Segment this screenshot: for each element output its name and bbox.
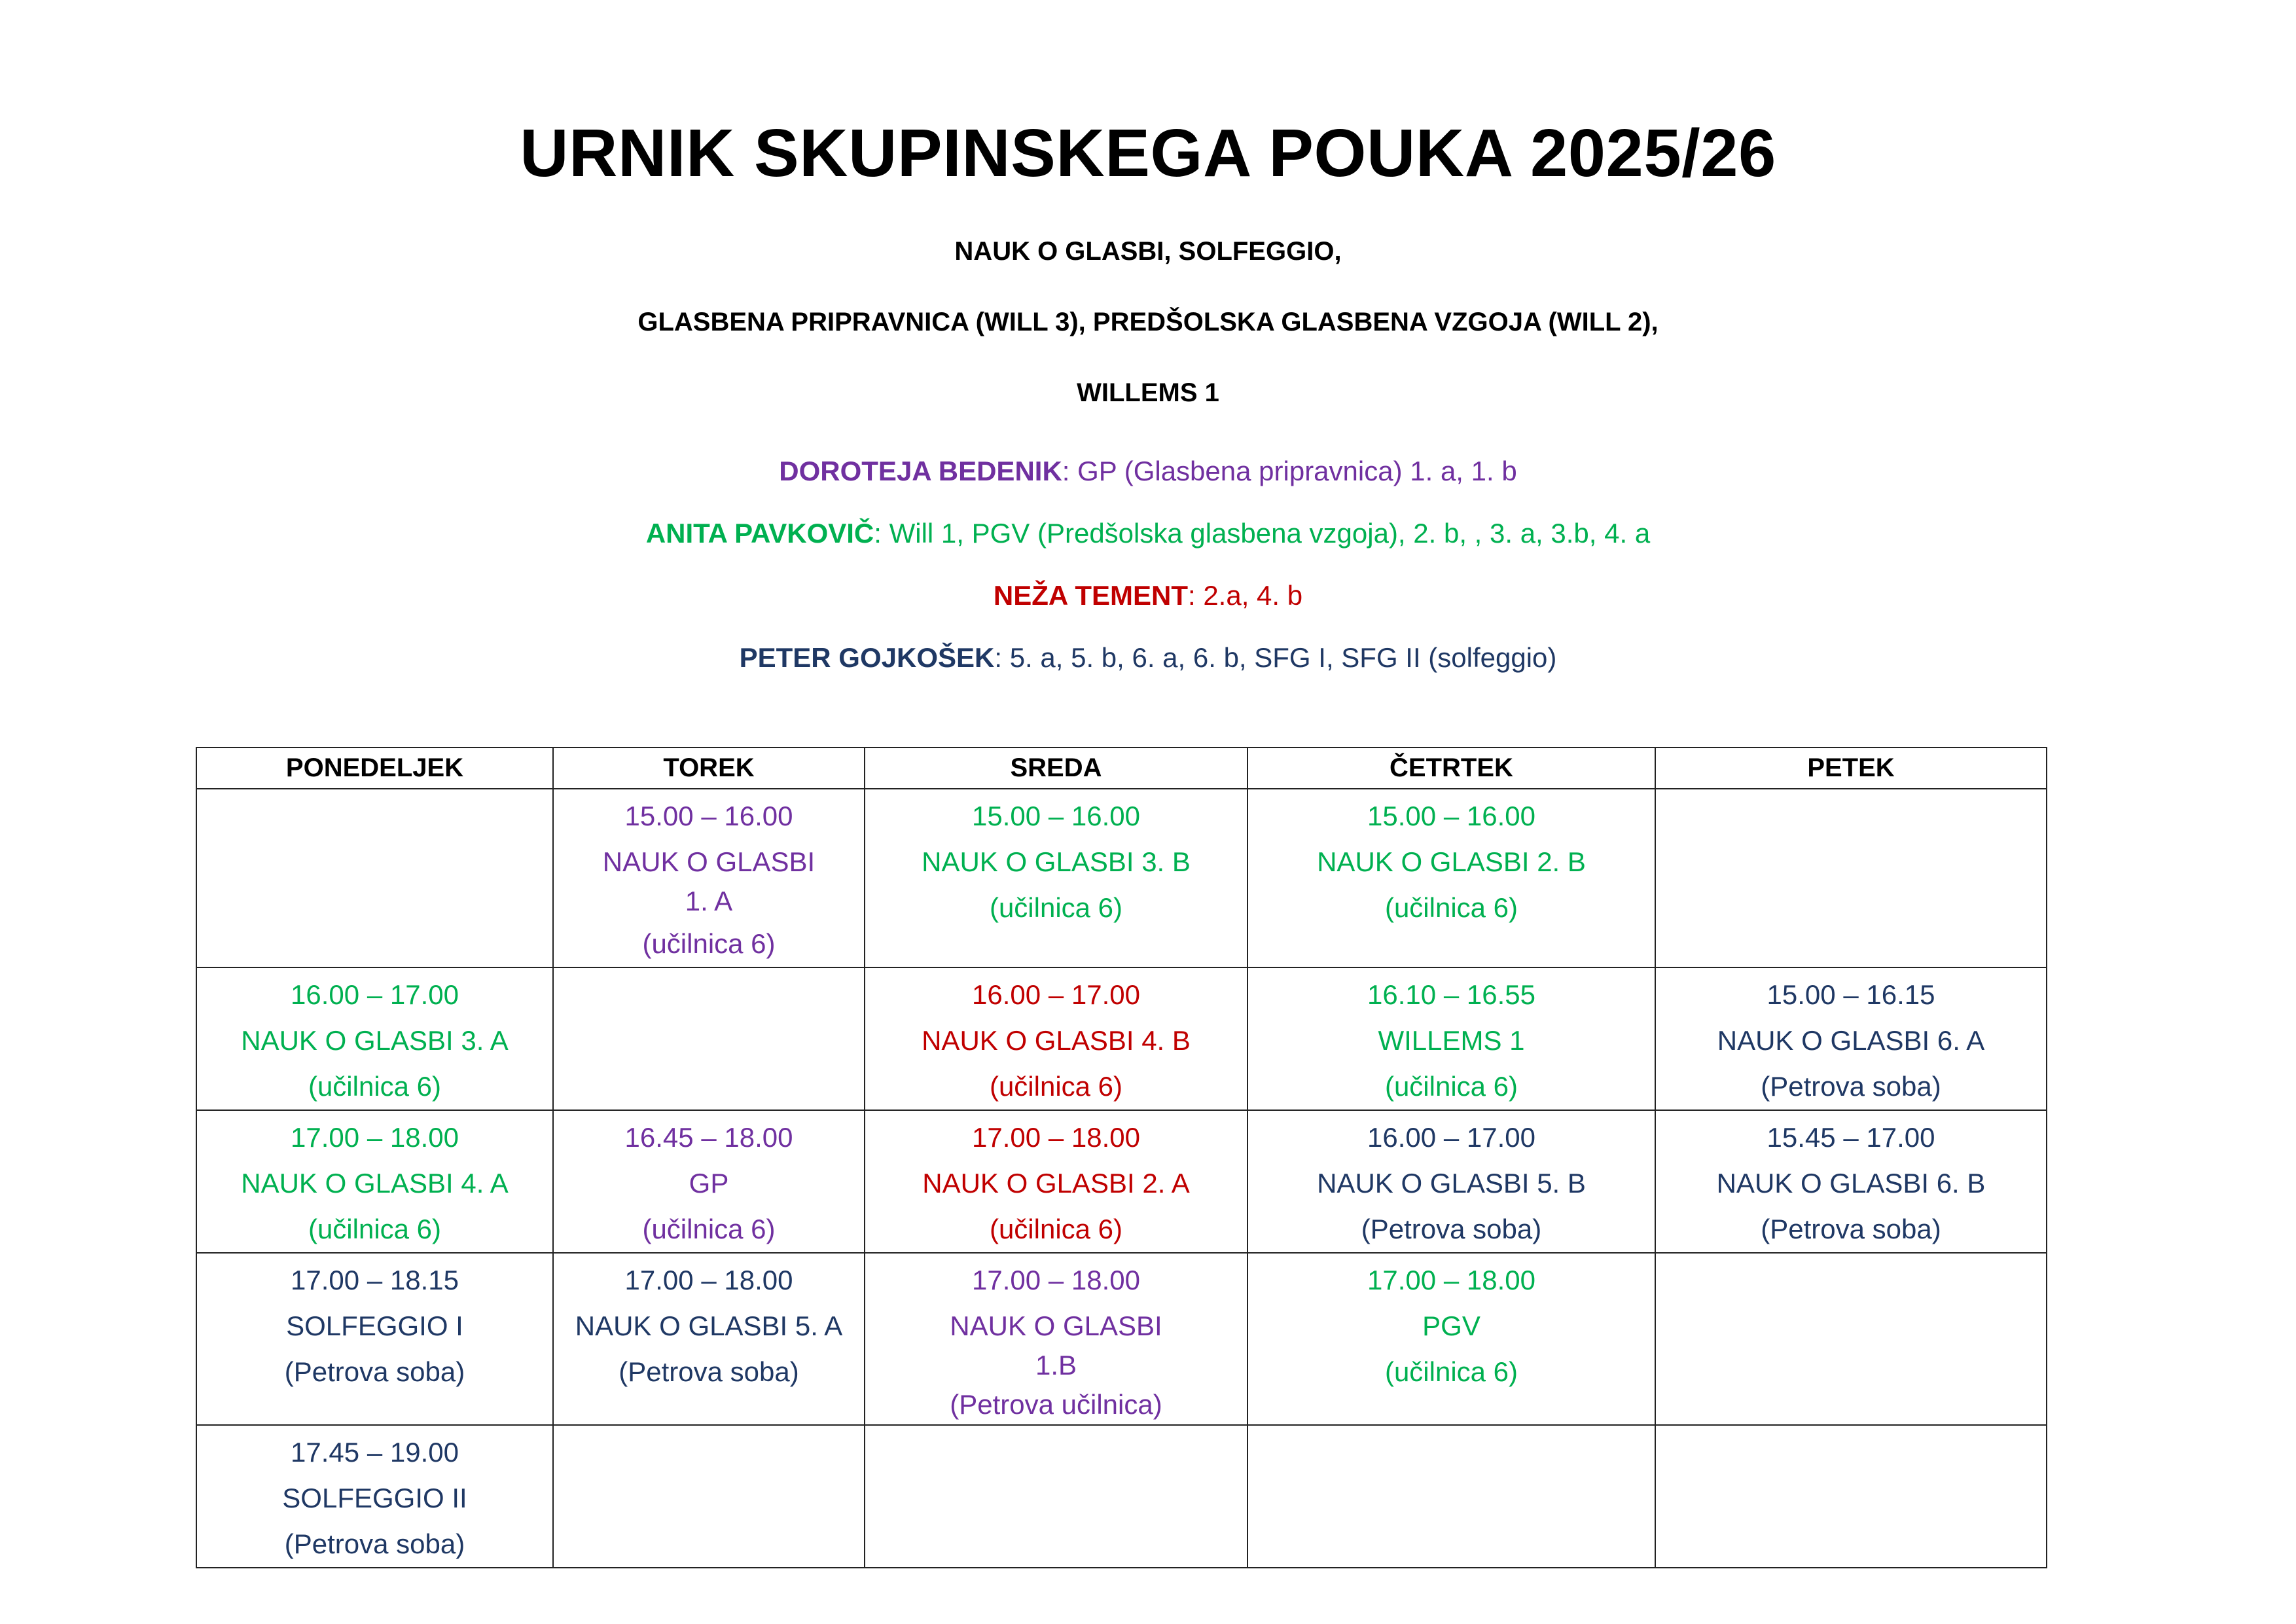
empty-cell xyxy=(1655,1425,2047,1568)
lesson-subject: SOLFEGGIO II xyxy=(282,1483,467,1513)
lesson-time: 17.00 – 18.00 xyxy=(1367,1265,1535,1295)
lesson-time: 17.45 – 19.00 xyxy=(291,1437,459,1468)
lesson-time: 17.00 – 18.00 xyxy=(972,1122,1140,1153)
lesson-cell xyxy=(1247,967,1655,1110)
lesson-subject: NAUK O GLASBI 2. B xyxy=(1317,846,1586,877)
subtitle-line-2: GLASBENA PRIPRAVNICA (WILL 3), PREDŠOLSKA GLASBENA VZGOJA (WILL 2), xyxy=(637,308,1659,336)
lesson-time: 16.00 – 17.00 xyxy=(1367,1122,1535,1153)
lesson-time: 16.45 – 18.00 xyxy=(624,1122,793,1153)
lesson-subject: NAUK O GLASBI 3. B xyxy=(922,846,1191,877)
lesson-cell xyxy=(196,1110,553,1253)
lesson-room: (Petrova soba) xyxy=(284,1528,465,1559)
lesson-time: 16.10 – 16.55 xyxy=(1367,979,1535,1010)
lesson-cell xyxy=(553,1253,865,1425)
teacher-classes: : GP (Glasbena pripravnica) 1. a, 1. b xyxy=(1062,456,1517,486)
lesson-room: (učilnica 6) xyxy=(1384,1071,1518,1102)
lesson-subject: GP xyxy=(689,1168,729,1199)
lesson-room: (učilnica 6) xyxy=(989,892,1123,923)
lesson-cell xyxy=(1655,1110,2047,1253)
lesson-subject: PGV xyxy=(1422,1310,1480,1341)
page-title: URNIK SKUPINSKEGA POUKA 2025/26 xyxy=(520,115,1776,190)
lesson-time: 17.00 – 18.00 xyxy=(291,1122,459,1153)
lesson-subject: NAUK O GLASBI 4. B xyxy=(922,1025,1191,1056)
table-row xyxy=(196,1110,2047,1253)
table-row xyxy=(196,1425,2047,1568)
table-row xyxy=(196,1253,2047,1425)
empty-cell xyxy=(196,789,553,967)
day-header-monday: PONEDELJEK xyxy=(196,748,553,789)
lesson-room: (Petrova soba) xyxy=(1761,1071,1941,1102)
day-header-friday: PETEK xyxy=(1655,748,2047,789)
empty-cell xyxy=(553,1425,865,1568)
lesson-cell xyxy=(1247,1110,1655,1253)
teacher-line-gojkosek xyxy=(0,642,2296,674)
teacher-classes: : Will 1, PGV (Predšolska glasbena vzgoja), 2. b, , 3. a, 3.b, 4. a xyxy=(874,518,1651,549)
table-row xyxy=(196,789,2047,967)
lesson-subject: NAUK O GLASBI 3. A xyxy=(241,1025,509,1056)
lesson-time: 17.00 – 18.00 xyxy=(624,1265,793,1295)
empty-cell xyxy=(1655,789,2047,967)
lesson-time: 17.00 – 18.00 xyxy=(972,1265,1140,1295)
lesson-time: 15.00 – 16.00 xyxy=(1367,801,1535,831)
empty-cell xyxy=(553,967,865,1110)
lesson-room: (Petrova učilnica) xyxy=(950,1389,1162,1420)
lesson-cell xyxy=(196,1425,553,1568)
lesson-class: 1. A xyxy=(685,886,733,916)
teacher-name: NEŽA TEMENT xyxy=(993,580,1188,611)
lesson-subject: NAUK O GLASBI 6. A xyxy=(1717,1025,1985,1056)
subtitle-line-3: WILLEMS 1 xyxy=(1077,378,1219,407)
lesson-time: 17.00 – 18.15 xyxy=(291,1265,459,1295)
table-row xyxy=(196,967,2047,1110)
teacher-classes: : 2.a, 4. b xyxy=(1187,580,1303,611)
subtitle-line-1: NAUK O GLASBI, SOLFEGGIO, xyxy=(954,237,1342,266)
lesson-time: 15.00 – 16.00 xyxy=(972,801,1140,831)
lesson-subject: NAUK O GLASBI 5. B xyxy=(1317,1168,1586,1199)
lesson-room: (učilnica 6) xyxy=(642,1214,776,1244)
lesson-cell xyxy=(865,967,1247,1110)
lesson-cell xyxy=(553,1110,865,1253)
lesson-time: 16.00 – 17.00 xyxy=(972,979,1140,1010)
empty-cell xyxy=(1247,1425,1655,1568)
lesson-class: 1.B xyxy=(1035,1350,1077,1380)
lesson-room: (učilnica 6) xyxy=(642,928,776,959)
lesson-subject: SOLFEGGIO I xyxy=(286,1310,463,1341)
lesson-subject: NAUK O GLASBI 6. B xyxy=(1716,1168,1986,1199)
lesson-room: (učilnica 6) xyxy=(1384,1356,1518,1387)
lesson-time: 15.00 – 16.15 xyxy=(1767,979,1935,1010)
empty-cell xyxy=(1655,1253,2047,1425)
lesson-cell xyxy=(1247,789,1655,967)
lesson-time: 16.00 – 17.00 xyxy=(291,979,459,1010)
lesson-room: (učilnica 6) xyxy=(989,1214,1123,1244)
lesson-subject: NAUK O GLASBI 4. A xyxy=(241,1168,509,1199)
lesson-cell xyxy=(865,1110,1247,1253)
day-header-tuesday: TOREK xyxy=(553,748,865,789)
lesson-cell xyxy=(553,789,865,967)
teacher-name: PETER GOJKOŠEK xyxy=(739,642,995,673)
lesson-room: (Petrova soba) xyxy=(1361,1214,1542,1244)
lesson-cell xyxy=(1247,1253,1655,1425)
lesson-cell xyxy=(196,967,553,1110)
lesson-cell xyxy=(196,1253,553,1425)
teacher-line-bedenik xyxy=(0,456,2296,487)
lesson-subject: NAUK O GLASBI xyxy=(602,846,816,877)
lesson-subject: NAUK O GLASBI xyxy=(950,1310,1162,1341)
lesson-cell xyxy=(865,789,1247,967)
day-header-thursday: ČETRTEK xyxy=(1247,748,1655,789)
teacher-line-pavkovic xyxy=(0,518,2296,549)
teacher-name: DOROTEJA BEDENIK xyxy=(779,456,1062,486)
lesson-room: (Petrova soba) xyxy=(1761,1214,1941,1244)
lesson-cell xyxy=(865,1253,1247,1425)
empty-cell xyxy=(865,1425,1247,1568)
lesson-cell xyxy=(1655,967,2047,1110)
lesson-room: (Petrova soba) xyxy=(284,1356,465,1387)
lesson-room: (učilnica 6) xyxy=(308,1071,442,1102)
lesson-room: (učilnica 6) xyxy=(1384,892,1518,923)
teacher-classes: : 5. a, 5. b, 6. a, 6. b, SFG I, SFG II (solfeggio) xyxy=(994,642,1557,673)
lesson-subject: NAUK O GLASBI 5. A xyxy=(575,1310,843,1341)
schedule-table xyxy=(196,747,2047,1568)
lesson-room: (učilnica 6) xyxy=(989,1071,1123,1102)
schedule-header-row xyxy=(196,748,2047,789)
lesson-subject: NAUK O GLASBI 2. A xyxy=(922,1168,1190,1199)
lesson-subject: WILLEMS 1 xyxy=(1378,1025,1525,1056)
day-header-wednesday: SREDA xyxy=(865,748,1247,789)
teacher-line-tement xyxy=(0,580,2296,611)
lesson-room: (Petrova soba) xyxy=(619,1356,799,1387)
lesson-time: 15.45 – 17.00 xyxy=(1767,1122,1935,1153)
lesson-room: (učilnica 6) xyxy=(308,1214,442,1244)
lesson-time: 15.00 – 16.00 xyxy=(624,801,793,831)
teacher-name: ANITA PAVKOVIČ xyxy=(645,518,874,549)
